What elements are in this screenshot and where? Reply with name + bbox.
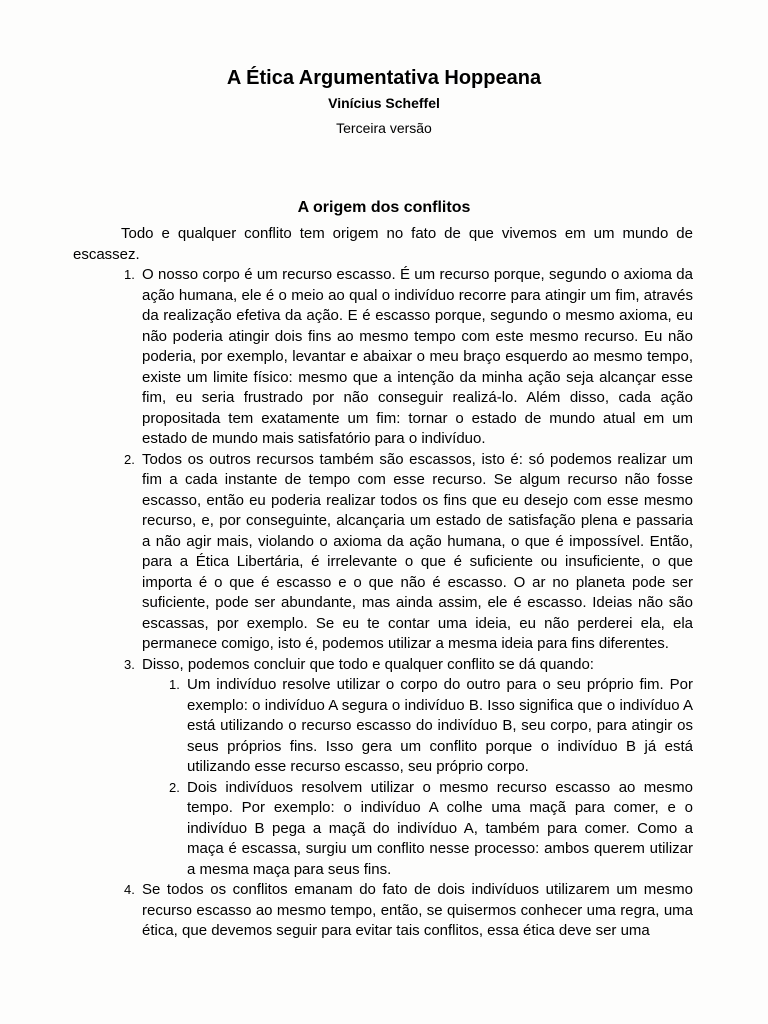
document-title: A Ética Argumentativa Hoppeana	[226, 67, 542, 89]
sublist-item-number: 2.	[169, 779, 180, 795]
list-item-text: Disso, podemos concluir que todo e qualquer conflito se dá quando:	[142, 655, 594, 673]
sublist-item	[169, 778, 693, 881]
list-item-text: Todos os outros recursos também são escassos, isto é: só podemos realizar um fim a cada instante de tempo com esse recurso. Se algum recurso não fosse escasso, então eu poderia realizar todos os fins que eu desejo com esse mesmo recurso, e, por conseguinte, alcançaria um estado de satisfação plena e passaria a não agir mais, violando o axioma da ação humana, o que é impossível. Então, para a Ética Libertária, é irrelevante o que é suficiente ou insuficiente, o que importa é o que é escasso e o que não é escasso. O ar no planeta pode ser suficiente, pode ser abundante, mas ainda assim, ele é escasso. Ideias não são escassas, por exemplo. Se eu te contar uma ideia, eu não perderei ela, ela permanece comigo, isto é, podemos utilizar a mesma ideia para fins diferentes.	[142, 450, 693, 652]
section-heading: A origem dos conflitos	[297, 199, 471, 216]
list-item	[73, 655, 693, 881]
intro-paragraph: Todo e qualquer conflito tem origem no fato de que vivemos em um mundo de escassez.	[73, 225, 693, 263]
list-item-number: 2.	[124, 451, 135, 467]
sublist-item-text: Dois indivíduos resolvem utilizar o mesmo recurso escasso ao mesmo tempo. Por exemplo: o indivíduo A colhe uma maçã para comer, e o indivíduo B pega a maçã do indivíduo A, também para comer. Como a maça é escassa, surgiu um conflito nesse processo: ambos querem utilizar a mesma maça para seus fins.	[187, 778, 693, 878]
list-item-number: 4.	[124, 882, 135, 897]
nested-list	[142, 675, 693, 880]
list-item-text: O nosso corpo é um recurso escasso. É um recurso porque, segundo o axioma da ação humana, ele é o meio ao qual o indivíduo recorre para atingir um fim, através da realização efetiva da ação. E é escasso porque, segundo o mesmo axioma, eu não poderia atingir dois fins ao mesmo tempo com este mesmo recurso. Eu não poderia, por exemplo, levantar e abaixar o meu braço esquerdo ao mesmo tempo, existe um limite físico: mesmo que a intenção da minha ação seja alcançar esse fim, eu seria frustrado por não conseguir realizá-lo. Além disso, cada ação propositada tem exatamente um fim: tornar o estado de mundo atual em um estado de mundo mais satisfatório para o indivíduo.	[142, 266, 693, 447]
list-item-number: 1.	[124, 267, 135, 282]
list-item-text: Se todos os conflitos emanam do fato de dois indivíduos utilizarem um mesmo recurso escasso ao mesmo tempo, então, se quisermos conhecer uma regra, uma ética, que devemos seguir para evitar tais conflitos, essa ética deve ser uma	[142, 881, 693, 939]
list-item	[73, 450, 693, 655]
sublist-item	[169, 675, 693, 778]
sublist-item-text: Um indivíduo resolve utilizar o corpo do outro para o seu próprio fim. Por exemplo: o indivíduo A segura o indivíduo B. Isso significa que o indivíduo A está utilizando o recurso escasso do indivíduo B, seu corpo, para atingir os seus próprios fins. Isso gera um conflito porque o indivíduo B já está utilizando esse recurso escasso, seu próprio corpo.	[187, 676, 693, 775]
list-item	[73, 265, 693, 450]
list-item	[73, 880, 693, 942]
section-body	[73, 224, 693, 942]
list-item-number: 3.	[124, 656, 135, 672]
sublist-item-number: 1.	[169, 677, 180, 692]
numbered-list	[73, 265, 693, 942]
document-version: Terceira versão	[336, 120, 432, 136]
document-author: Vinícius Scheffel	[328, 95, 440, 111]
